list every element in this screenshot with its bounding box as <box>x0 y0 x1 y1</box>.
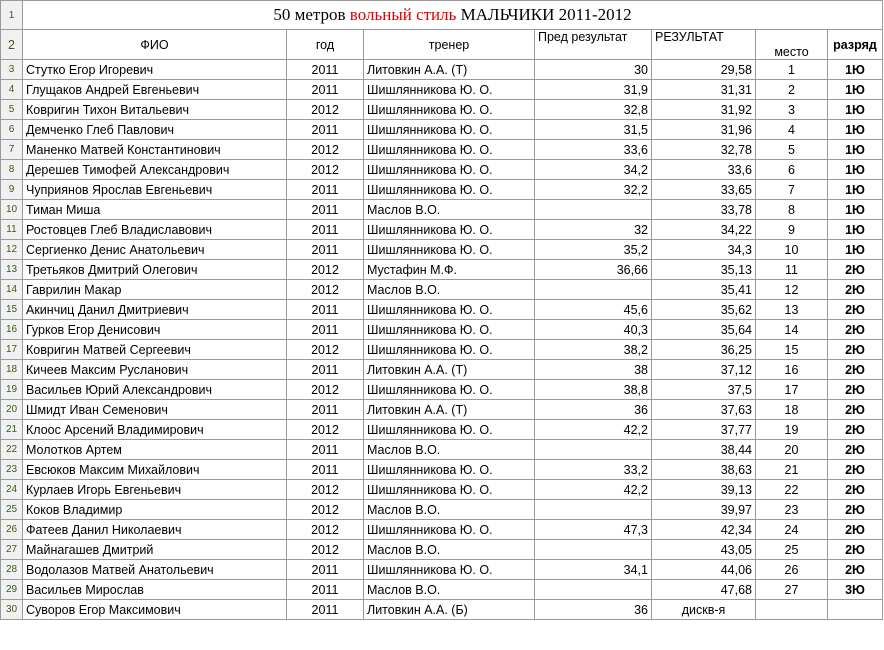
cell-prev-result[interactable]: 45,6 <box>535 300 652 320</box>
cell-year[interactable]: 2011 <box>287 580 364 600</box>
row-header[interactable]: 3 <box>1 60 23 80</box>
header-place[interactable]: место <box>756 30 828 60</box>
table-row <box>1 140 883 160</box>
row-header[interactable]: 24 <box>1 480 23 500</box>
cell-result[interactable]: 47,68 <box>652 580 756 600</box>
row-header[interactable]: 14 <box>1 280 23 300</box>
cell-name[interactable]: Дерешев Тимофей Александрович <box>23 160 287 180</box>
cell-result[interactable]: 39,13 <box>652 480 756 500</box>
cell-year[interactable]: 2012 <box>287 100 364 120</box>
table-row <box>1 320 883 340</box>
cell-coach[interactable]: Шишлянникова Ю. О. <box>364 420 535 440</box>
cell-rank[interactable]: 1Ю <box>828 220 883 240</box>
cell-coach[interactable]: Литовкин А.А. (Б) <box>364 600 535 620</box>
cell-year[interactable]: 2011 <box>287 320 364 340</box>
cell-rank[interactable]: 2Ю <box>828 480 883 500</box>
table-row <box>1 560 883 580</box>
cell-year[interactable]: 2011 <box>287 220 364 240</box>
cell-name[interactable]: Гаврилин Макар <box>23 280 287 300</box>
cell-coach[interactable]: Литовкин А.А. (Т) <box>364 360 535 380</box>
table-row <box>1 400 883 420</box>
cell-place[interactable]: 7 <box>756 180 828 200</box>
cell-year[interactable]: 2011 <box>287 300 364 320</box>
cell-prev-result[interactable]: 38,8 <box>535 380 652 400</box>
cell-name[interactable]: Ростовцев Глеб Владиславович <box>23 220 287 240</box>
cell-year[interactable]: 2012 <box>287 540 364 560</box>
cell-rank[interactable]: 1Ю <box>828 180 883 200</box>
cell-place[interactable]: 12 <box>756 280 828 300</box>
row-header[interactable]: 25 <box>1 500 23 520</box>
cell-coach[interactable]: Шишлянникова Ю. О. <box>364 460 535 480</box>
cell-place[interactable]: 17 <box>756 380 828 400</box>
cell-coach[interactable]: Маслов В.О. <box>364 440 535 460</box>
cell-place[interactable]: 4 <box>756 120 828 140</box>
cell-name[interactable]: Глущаков Андрей Евгеньевич <box>23 80 287 100</box>
cell-year[interactable]: 2011 <box>287 80 364 100</box>
cell-year[interactable]: 2011 <box>287 400 364 420</box>
table-row <box>1 280 883 300</box>
cell-result[interactable]: 37,12 <box>652 360 756 380</box>
cell-coach[interactable]: Маслов В.О. <box>364 500 535 520</box>
cell-prev-result[interactable] <box>535 500 652 520</box>
cell-name[interactable]: Коков Владимир <box>23 500 287 520</box>
row-header[interactable]: 6 <box>1 120 23 140</box>
row-header[interactable]: 13 <box>1 260 23 280</box>
cell-prev-result[interactable]: 42,2 <box>535 420 652 440</box>
cell-rank[interactable]: 2Ю <box>828 340 883 360</box>
cell-result[interactable]: 33,78 <box>652 200 756 220</box>
cell-name[interactable]: Фатеев Данил Николаевич <box>23 520 287 540</box>
cell-result[interactable]: 38,63 <box>652 460 756 480</box>
cell-prev-result[interactable]: 32,8 <box>535 100 652 120</box>
cell-rank[interactable]: 1Ю <box>828 120 883 140</box>
row-header[interactable]: 15 <box>1 300 23 320</box>
cell-name[interactable]: Кичеев Максим Русланович <box>23 360 287 380</box>
cell-year[interactable]: 2011 <box>287 60 364 80</box>
cell-coach[interactable]: Шишлянникова Ю. О. <box>364 180 535 200</box>
cell-place[interactable]: 10 <box>756 240 828 260</box>
row-header[interactable]: 8 <box>1 160 23 180</box>
table-row <box>1 540 883 560</box>
table-row <box>1 260 883 280</box>
cell-result[interactable]: 35,13 <box>652 260 756 280</box>
cell-result[interactable]: 35,41 <box>652 280 756 300</box>
cell-result[interactable]: 34,3 <box>652 240 756 260</box>
header-row <box>1 30 883 60</box>
row-header[interactable]: 23 <box>1 460 23 480</box>
header-coach[interactable]: тренер <box>364 30 535 60</box>
cell-rank[interactable]: 2Ю <box>828 560 883 580</box>
cell-year[interactable]: 2012 <box>287 280 364 300</box>
row-header[interactable]: 2 <box>1 30 23 60</box>
cell-name[interactable]: Тиман Миша <box>23 200 287 220</box>
cell-place[interactable]: 26 <box>756 560 828 580</box>
row-header[interactable]: 18 <box>1 360 23 380</box>
cell-place[interactable]: 15 <box>756 340 828 360</box>
cell-coach[interactable]: Шишлянникова Ю. О. <box>364 100 535 120</box>
cell-rank[interactable] <box>828 600 883 620</box>
cell-name[interactable]: Маненко Матвей Константинович <box>23 140 287 160</box>
cell-place[interactable]: 16 <box>756 360 828 380</box>
table-row <box>1 180 883 200</box>
cell-year[interactable]: 2011 <box>287 600 364 620</box>
cell-year[interactable]: 2011 <box>287 460 364 480</box>
cell-year[interactable]: 2012 <box>287 420 364 440</box>
cell-year[interactable]: 2012 <box>287 260 364 280</box>
cell-result[interactable]: 33,65 <box>652 180 756 200</box>
row-header[interactable]: 28 <box>1 560 23 580</box>
cell-name[interactable]: Суворов Егор Максимович <box>23 600 287 620</box>
cell-place[interactable]: 6 <box>756 160 828 180</box>
table-row <box>1 100 883 120</box>
row-header[interactable]: 26 <box>1 520 23 540</box>
row-header[interactable]: 21 <box>1 420 23 440</box>
header-name[interactable]: ФИО <box>23 30 287 60</box>
table-row <box>1 240 883 260</box>
row-header[interactable]: 19 <box>1 380 23 400</box>
table-row <box>1 360 883 380</box>
cell-name[interactable]: Демченко Глеб Павлович <box>23 120 287 140</box>
cell-result[interactable]: 34,22 <box>652 220 756 240</box>
cell-result[interactable]: 32,78 <box>652 140 756 160</box>
cell-result[interactable]: 37,5 <box>652 380 756 400</box>
cell-place[interactable]: 21 <box>756 460 828 480</box>
cell-place[interactable]: 27 <box>756 580 828 600</box>
table-row <box>1 500 883 520</box>
table-row <box>1 340 883 360</box>
cell-coach[interactable]: Шишлянникова Ю. О. <box>364 300 535 320</box>
row-header[interactable]: 22 <box>1 440 23 460</box>
table-row <box>1 200 883 220</box>
cell-name[interactable]: Евсюков Максим Михайлович <box>23 460 287 480</box>
cell-result[interactable]: 37,77 <box>652 420 756 440</box>
cell-rank[interactable]: 2Ю <box>828 280 883 300</box>
cell-rank[interactable]: 2Ю <box>828 320 883 340</box>
cell-prev-result[interactable]: 34,2 <box>535 160 652 180</box>
cell-place[interactable]: 19 <box>756 420 828 440</box>
cell-result[interactable]: 36,25 <box>652 340 756 360</box>
cell-rank[interactable]: 2Ю <box>828 360 883 380</box>
cell-rank[interactable]: 2Ю <box>828 540 883 560</box>
cell-prev-result[interactable]: 30 <box>535 60 652 80</box>
cell-place[interactable]: 3 <box>756 100 828 120</box>
title-row <box>1 1 883 30</box>
cell-name[interactable]: Водолазов Матвей Анатольевич <box>23 560 287 580</box>
row-header[interactable]: 10 <box>1 200 23 220</box>
cell-prev-result[interactable] <box>535 440 652 460</box>
row-header[interactable]: 29 <box>1 580 23 600</box>
cell-prev-result[interactable]: 35,2 <box>535 240 652 260</box>
table-row <box>1 220 883 240</box>
cell-result[interactable]: 33,6 <box>652 160 756 180</box>
cell-place[interactable]: 20 <box>756 440 828 460</box>
cell-prev-result[interactable]: 47,3 <box>535 520 652 540</box>
table-row <box>1 460 883 480</box>
cell-prev-result[interactable]: 42,2 <box>535 480 652 500</box>
row-header[interactable]: 12 <box>1 240 23 260</box>
cell-coach[interactable]: Шишлянникова Ю. О. <box>364 220 535 240</box>
cell-coach[interactable]: Шишлянникова Ю. О. <box>364 140 535 160</box>
cell-name[interactable]: Ковригин Матвей Сергеевич <box>23 340 287 360</box>
cell-name[interactable]: Курлаев Игорь Евгеньевич <box>23 480 287 500</box>
cell-coach[interactable]: Шишлянникова Ю. О. <box>364 320 535 340</box>
cell-name[interactable]: Шмидт Иван Семенович <box>23 400 287 420</box>
table-row <box>1 600 883 620</box>
cell-result[interactable]: 42,34 <box>652 520 756 540</box>
cell-rank[interactable]: 1Ю <box>828 200 883 220</box>
cell-place[interactable]: 18 <box>756 400 828 420</box>
row-header[interactable]: 16 <box>1 320 23 340</box>
sheet-title-cell[interactable] <box>23 1 883 30</box>
cell-place[interactable]: 23 <box>756 500 828 520</box>
row-header[interactable]: 27 <box>1 540 23 560</box>
cell-prev-result[interactable] <box>535 200 652 220</box>
cell-rank[interactable]: 2Ю <box>828 460 883 480</box>
table-row <box>1 480 883 500</box>
cell-prev-result[interactable]: 40,3 <box>535 320 652 340</box>
row-header[interactable]: 20 <box>1 400 23 420</box>
cell-result[interactable]: 31,96 <box>652 120 756 140</box>
cell-coach[interactable]: Литовкин А.А. (Т) <box>364 400 535 420</box>
cell-year[interactable]: 2012 <box>287 340 364 360</box>
cell-coach[interactable]: Маслов В.О. <box>364 580 535 600</box>
cell-year[interactable]: 2011 <box>287 560 364 580</box>
cell-prev-result[interactable]: 32,2 <box>535 180 652 200</box>
cell-result[interactable]: 35,62 <box>652 300 756 320</box>
row-header[interactable]: 1 <box>1 1 23 30</box>
header-rank[interactable]: разряд <box>828 30 883 60</box>
cell-result[interactable]: 35,64 <box>652 320 756 340</box>
row-header[interactable]: 4 <box>1 80 23 100</box>
cell-name[interactable]: Майнагашев Дмитрий <box>23 540 287 560</box>
cell-name[interactable]: Сергиенко Денис Анатольевич <box>23 240 287 260</box>
row-header[interactable]: 11 <box>1 220 23 240</box>
cell-coach[interactable]: Шишлянникова Ю. О. <box>364 160 535 180</box>
cell-rank[interactable]: 1Ю <box>828 240 883 260</box>
row-header[interactable]: 17 <box>1 340 23 360</box>
row-header[interactable]: 30 <box>1 600 23 620</box>
cell-year[interactable]: 2012 <box>287 480 364 500</box>
cell-prev-result[interactable] <box>535 580 652 600</box>
cell-rank[interactable]: 2Ю <box>828 380 883 400</box>
table-row <box>1 60 883 80</box>
cell-rank[interactable]: 1Ю <box>828 60 883 80</box>
cell-year[interactable]: 2012 <box>287 160 364 180</box>
cell-result[interactable]: 39,97 <box>652 500 756 520</box>
title-suffix: МАЛЬЧИКИ 2011-2012 <box>456 5 632 24</box>
cell-prev-result[interactable]: 31,5 <box>535 120 652 140</box>
cell-place[interactable]: 2 <box>756 80 828 100</box>
row-header[interactable]: 9 <box>1 180 23 200</box>
cell-rank[interactable]: 1Ю <box>828 80 883 100</box>
cell-year[interactable]: 2011 <box>287 440 364 460</box>
cell-rank[interactable]: 2Ю <box>828 500 883 520</box>
cell-coach[interactable]: Шишлянникова Ю. О. <box>364 240 535 260</box>
cell-result[interactable]: 38,44 <box>652 440 756 460</box>
cell-name[interactable]: Гурков Егор Денисович <box>23 320 287 340</box>
cell-name[interactable]: Третьяков Дмитрий Олегович <box>23 260 287 280</box>
cell-year[interactable]: 2012 <box>287 500 364 520</box>
cell-prev-result[interactable]: 32 <box>535 220 652 240</box>
cell-rank[interactable]: 2Ю <box>828 260 883 280</box>
cell-place[interactable] <box>756 600 828 620</box>
cell-name[interactable]: Ковригин Тихон Витальевич <box>23 100 287 120</box>
cell-place[interactable]: 25 <box>756 540 828 560</box>
cell-name[interactable]: Акинчиц Данил Дмитриевич <box>23 300 287 320</box>
cell-coach[interactable]: Литовкин А.А. (Т) <box>364 60 535 80</box>
cell-coach[interactable]: Шишлянникова Ю. О. <box>364 480 535 500</box>
data-rows <box>1 60 883 620</box>
cell-result[interactable]: 29,58 <box>652 60 756 80</box>
cell-name[interactable]: Чуприянов Ярослав Евгеньевич <box>23 180 287 200</box>
cell-coach[interactable]: Мустафин М.Ф. <box>364 260 535 280</box>
title-prefix: 50 метров <box>273 5 350 24</box>
cell-prev-result[interactable]: 33,2 <box>535 460 652 480</box>
cell-year[interactable]: 2011 <box>287 240 364 260</box>
cell-year[interactable]: 2011 <box>287 200 364 220</box>
cell-result[interactable]: 37,63 <box>652 400 756 420</box>
cell-year[interactable]: 2011 <box>287 180 364 200</box>
cell-coach[interactable]: Шишлянникова Ю. О. <box>364 340 535 360</box>
row-header[interactable]: 5 <box>1 100 23 120</box>
cell-place[interactable]: 5 <box>756 140 828 160</box>
cell-year[interactable]: 2012 <box>287 140 364 160</box>
cell-prev-result[interactable] <box>535 280 652 300</box>
cell-rank[interactable]: 2Ю <box>828 520 883 540</box>
cell-prev-result[interactable]: 38,2 <box>535 340 652 360</box>
row-header[interactable]: 7 <box>1 140 23 160</box>
cell-name[interactable]: Васильев Мирослав <box>23 580 287 600</box>
cell-year[interactable]: 2012 <box>287 520 364 540</box>
cell-year[interactable]: 2012 <box>287 380 364 400</box>
cell-coach[interactable]: Маслов В.О. <box>364 200 535 220</box>
cell-place[interactable]: 11 <box>756 260 828 280</box>
cell-coach[interactable]: Маслов В.О. <box>364 280 535 300</box>
table-row <box>1 520 883 540</box>
cell-name[interactable]: Молотков Артем <box>23 440 287 460</box>
cell-coach[interactable]: Шишлянникова Ю. О. <box>364 560 535 580</box>
cell-result[interactable]: 43,05 <box>652 540 756 560</box>
cell-rank[interactable]: 2Ю <box>828 440 883 460</box>
cell-coach[interactable]: Шишлянникова Ю. О. <box>364 380 535 400</box>
cell-coach[interactable]: Маслов В.О. <box>364 540 535 560</box>
cell-rank[interactable]: 1Ю <box>828 160 883 180</box>
cell-year[interactable]: 2011 <box>287 360 364 380</box>
cell-prev-result[interactable]: 34,1 <box>535 560 652 580</box>
title-highlight: вольный стиль <box>349 5 457 24</box>
cell-place[interactable]: 9 <box>756 220 828 240</box>
cell-prev-result[interactable]: 36 <box>535 600 652 620</box>
cell-rank[interactable]: 1Ю <box>828 100 883 120</box>
table-row <box>1 420 883 440</box>
table-row <box>1 80 883 100</box>
cell-prev-result[interactable]: 36,66 <box>535 260 652 280</box>
header-result[interactable]: РЕЗУЛЬТАТ <box>652 30 756 60</box>
cell-result[interactable]: 44,06 <box>652 560 756 580</box>
table-row <box>1 160 883 180</box>
cell-prev-result[interactable]: 38 <box>535 360 652 380</box>
cell-prev-result[interactable]: 31,9 <box>535 80 652 100</box>
cell-coach[interactable]: Шишлянникова Ю. О. <box>364 80 535 100</box>
cell-place[interactable]: 8 <box>756 200 828 220</box>
cell-name[interactable]: Клоос Арсений Владимирович <box>23 420 287 440</box>
table-row <box>1 380 883 400</box>
cell-year[interactable]: 2011 <box>287 120 364 140</box>
cell-rank[interactable]: 2Ю <box>828 300 883 320</box>
table-row <box>1 300 883 320</box>
cell-result[interactable]: дискв-я <box>652 600 756 620</box>
cell-result[interactable]: 31,92 <box>652 100 756 120</box>
cell-coach[interactable]: Шишлянникова Ю. О. <box>364 520 535 540</box>
cell-place[interactable]: 1 <box>756 60 828 80</box>
cell-prev-result[interactable]: 33,6 <box>535 140 652 160</box>
cell-name[interactable]: Стутко Егор Игоревич <box>23 60 287 80</box>
cell-rank[interactable]: 3Ю <box>828 580 883 600</box>
header-year[interactable]: год <box>287 30 364 60</box>
cell-place[interactable]: 22 <box>756 480 828 500</box>
cell-place[interactable]: 24 <box>756 520 828 540</box>
cell-rank[interactable]: 2Ю <box>828 420 883 440</box>
cell-prev-result[interactable] <box>535 540 652 560</box>
cell-rank[interactable]: 2Ю <box>828 400 883 420</box>
cell-result[interactable]: 31,31 <box>652 80 756 100</box>
cell-place[interactable]: 14 <box>756 320 828 340</box>
cell-prev-result[interactable]: 36 <box>535 400 652 420</box>
table-row <box>1 120 883 140</box>
table-row <box>1 440 883 460</box>
header-prev-result[interactable]: Пред результат <box>535 30 652 60</box>
cell-rank[interactable]: 1Ю <box>828 140 883 160</box>
cell-name[interactable]: Васильев Юрий Александрович <box>23 380 287 400</box>
cell-coach[interactable]: Шишлянникова Ю. О. <box>364 120 535 140</box>
table-row <box>1 580 883 600</box>
cell-place[interactable]: 13 <box>756 300 828 320</box>
